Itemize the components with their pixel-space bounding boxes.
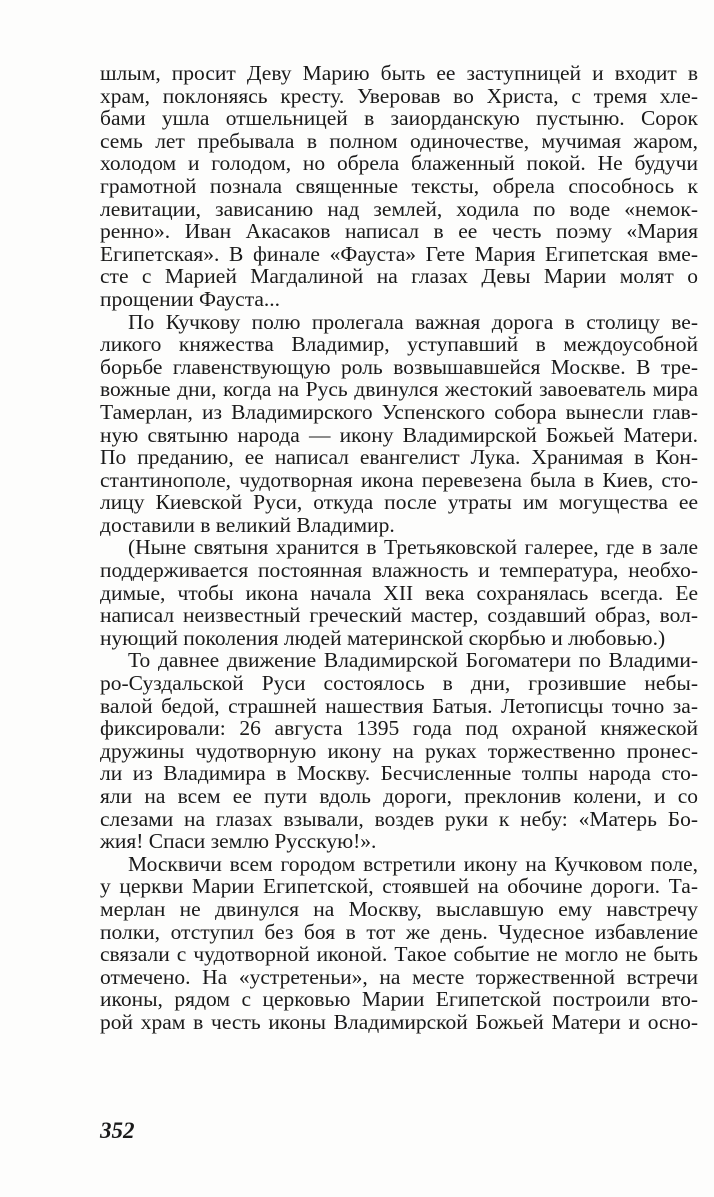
text-line: ли из Владимира в Москву. Бесчисленные толпы народа сто- xyxy=(100,761,698,786)
text-line: ликого княжества Владимир, уступавший в междоусобной xyxy=(100,332,698,357)
text-line: ро-Суздальской Руси состоялось в дни, грозившие небы- xyxy=(100,671,698,696)
text-line: То давнее движение Владимирской Богоматери по Владими- xyxy=(128,648,698,673)
text-line: рой храм в честь иконы Владимирской Божьей Матери и осно- xyxy=(100,1009,698,1034)
text-line: Египетская». В финале «Фауста» Гете Мария Египетская вме- xyxy=(100,241,698,266)
text-line: борьбе главенствующую роль возвышавшейся Москве. В тре- xyxy=(100,354,698,379)
body-text xyxy=(100,62,698,1034)
text-line: ную святыню народа — икону Владимирской Божьей Матери. xyxy=(100,422,698,447)
page-number: 352 xyxy=(100,1118,135,1143)
text-line: Москвичи всем городом встретили икону на Кучковом поле, xyxy=(128,851,698,876)
text-line: яли на всем ее пути вдоль дороги, преклонив колени, и со xyxy=(100,784,698,808)
text-line: По преданию, ее написал евангелист Лука. Хранимая в Кон- xyxy=(100,445,698,470)
text-line: у церкви Марии Египетской, стоявшей на обочине дороги. Та- xyxy=(100,874,698,899)
text-line: фиксировали: 26 августа 1395 года под охраной княжеской xyxy=(100,716,698,741)
text-line: жия! Спаси землю Русскую!». xyxy=(100,829,377,854)
text-line: мерлан не двинулся на Москву, выславшую ему навстречу xyxy=(100,896,698,921)
text-line: поддерживается постоянная влажность и температура, необхо- xyxy=(100,558,698,583)
text-line: валой бедой, страшней нашествия Батыя. Летописцы точно за- xyxy=(100,693,698,718)
text-line: слезами на глазах взывали, воздев руки к небу: «Матерь Бо- xyxy=(100,806,698,831)
text-line: лицу Киевской Руси, откуда после утраты им могущества ее xyxy=(100,490,698,515)
text-line: иконы, рядом с церковью Марии Египетской построили вто- xyxy=(100,987,698,1012)
text-line: сте с Марией Магдалиной на глазах Девы Марии молят о xyxy=(100,264,698,289)
text-line: написал неизвестный греческий мастер, создавший образ, вол- xyxy=(100,603,698,628)
text-line: доставили в великий Владимир. xyxy=(100,512,395,537)
text-line: связали с чудотворной иконой. Такое событие не могло не быть xyxy=(100,942,698,967)
text-line: Тамерлан, из Владимирского Успенского собора вынесли глав- xyxy=(100,399,698,424)
text-line: прощении Фауста... xyxy=(100,286,281,311)
text-line: шлым, просит Деву Марию быть ее заступницей и входит в xyxy=(100,61,698,85)
text-line: ренно». Иван Акасаков написал в ее честь поэму «Мария xyxy=(100,219,698,244)
text-line: храм, поклоняясь кресту. Уверовав во Христа, с тремя хле- xyxy=(100,83,698,108)
text-line: (Ныне святыня хранится в Третьяковской галерее, где в зале xyxy=(128,535,698,560)
text-line: По Кучкову полю пролегала важная дорога в столицу ве- xyxy=(128,309,698,334)
text-line: семь лет пребывала в полном одиночестве, мучимая жаром, xyxy=(100,128,698,153)
text-line: вожные дни, когда на Русь двинулся жестокий завоеватель мира xyxy=(100,377,698,402)
text-line: отмечено. На «устретеньи», на месте торжественной встречи xyxy=(100,964,698,989)
text-line: бами ушла отшельницей в заиорданскую пустыню. Сорок xyxy=(100,106,698,131)
text-line: холодом и голодом, но обрела блаженный покой. Не будучи xyxy=(100,151,698,176)
text-line: грамотной познала священные тексты, обрела способнось к xyxy=(100,173,698,198)
text-line: димые, чтобы икона начала XII века сохранялась всегда. Ее xyxy=(100,580,698,605)
text-line: левитации, зависанию над землей, ходила по воде «немок- xyxy=(100,196,698,221)
text-line: нующий поколения людей материнской скорбью и любовью.) xyxy=(100,625,666,650)
text-line: стантинополе, чудотворная икона перевезена была в Киев, сто- xyxy=(100,467,698,492)
text-line: полки, отступил без боя в тот же день. Чудесное избавление xyxy=(100,919,698,944)
text-line: дружины чудотворную икону на руках торжественно пронес- xyxy=(100,738,698,763)
